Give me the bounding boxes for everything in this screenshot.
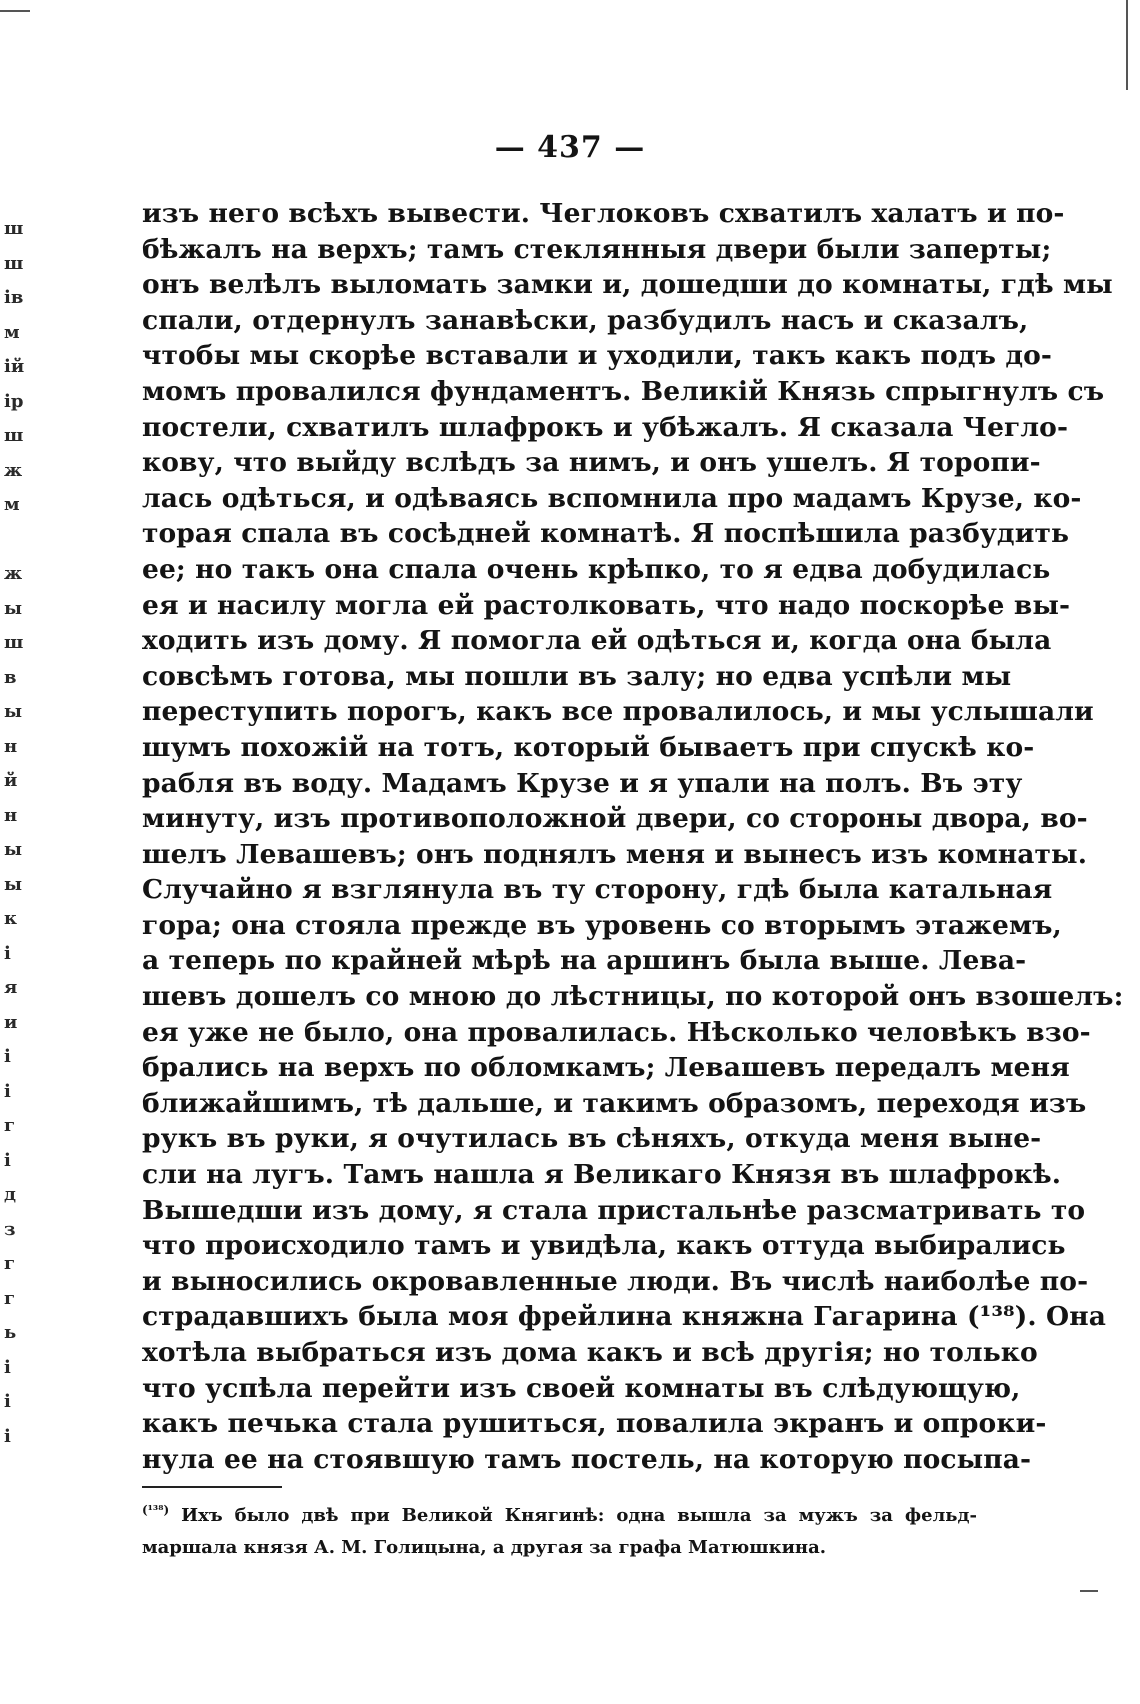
margin-fragment: ш: [4, 218, 24, 239]
margin-fragment: ы: [4, 839, 23, 860]
page-number: — 437 —: [494, 130, 646, 165]
crop-mark-top-left: [0, 10, 30, 12]
margin-fragment: і: [4, 1149, 11, 1171]
margin-fragment: і: [4, 942, 11, 964]
body-line: ея и насилу могла ей растолковать, что надо поскорѣе вы-: [142, 589, 1071, 621]
body-line: переступить порогъ, какъ все провалилось, и мы услышали: [142, 696, 1094, 728]
margin-fragment: ь: [4, 1322, 17, 1343]
body-line: Случайно я взглянула въ ту сторону, гдѣ была катальная: [142, 874, 1053, 906]
body-line: ея уже не было, она провалилась. Нѣсколько человѣкъ взо-: [142, 1016, 1091, 1048]
body-line: минуту, изъ противоположной двери, со стороны двора, во-: [142, 803, 1088, 835]
body-line: гора; она стояла прежде въ уровень со вторымъ этажемъ,: [142, 909, 1062, 941]
body-line: бѣжалъ на верхъ; тамъ стеклянныя двери были заперты;: [142, 233, 1052, 265]
footnote-text-1: Ихъ было двѣ при Великой Княгинѣ: одна вышла за мужъ за фельд-: [181, 1505, 977, 1526]
crop-mark-right-vertical: [1126, 0, 1128, 90]
margin-fragment: м: [4, 321, 20, 343]
body-line: сли на лугъ. Тамъ нашла я Великаго Князя въ шлафрокѣ.: [142, 1159, 1062, 1191]
margin-fragment: г: [4, 1253, 16, 1274]
margin-fragment: і: [4, 1391, 11, 1412]
body-line: хотѣла выбраться изъ дома какъ и всѣ другія; но только: [142, 1337, 1038, 1368]
margin-fragment: і: [4, 1425, 11, 1447]
footnote-line-1: [142, 1500, 977, 1532]
margin-fragment: н: [4, 804, 18, 826]
margin-fragment: н: [4, 735, 18, 757]
body-line: что происходило тамъ и увидѣла, какъ оттуда выбирались: [142, 1230, 1066, 1262]
body-line: постели, схватилъ шлафрокъ и убѣжалъ. Я сказала Чегло-: [142, 411, 1069, 443]
body-line: онъ велѣлъ выломать замки и, дошедши до комнаты, гдѣ мы: [142, 269, 1113, 301]
margin-fragment: ж: [4, 563, 23, 584]
margin-fragment: г: [4, 1287, 16, 1309]
margin-fragment: ж: [4, 459, 23, 481]
body-line: ближайшимъ, тѣ дальше, и такимъ образомъ, переходя изъ: [142, 1087, 1087, 1119]
body-line: спали, отдернулъ занавѣски, разбудилъ насъ и сказалъ,: [142, 304, 1029, 336]
margin-fragment: ш: [4, 632, 24, 653]
margin-fragment: і: [4, 1080, 11, 1102]
margin-fragment: [4, 523, 44, 558]
margin-fragment: я: [4, 977, 18, 998]
margin-fragment: ы: [4, 873, 23, 895]
body-line: торая спала въ сосѣдней комнатѣ. Я поспѣшила разбудить: [142, 518, 1070, 550]
left-margin-bleed-through: [4, 212, 44, 1454]
body-line: лась одѣться, и одѣваясь вспомнила про мадамъ Крузе, ко-: [142, 482, 1082, 514]
body-line: рукъ въ руки, я очутилась въ сѣняхъ, откуда меня выне-: [142, 1123, 1042, 1155]
body-line: ходить изъ дому. Я помогла ей одѣться и, когда она была: [142, 625, 1052, 657]
body-line: шелъ Левашевъ; онъ поднялъ меня и вынесъ изъ комнаты.: [142, 838, 1088, 870]
margin-fragment: д: [4, 1184, 16, 1205]
body-line: совсѣмъ готова, мы пошли въ залу; но едва успѣли мы: [142, 660, 1012, 692]
body-line: и выносились окровавленные люди. Въ числѣ наиболѣе по-: [142, 1265, 1089, 1297]
margin-fragment: ы: [4, 701, 23, 722]
margin-fragment: ір: [4, 390, 24, 412]
margin-fragment: в: [4, 666, 17, 688]
body-line: шевъ дошелъ со мною до лѣстницы, по которой онъ взошелъ:: [142, 981, 1124, 1013]
margin-fragment: м: [4, 494, 20, 515]
body-line: а теперь по крайней мѣрѣ на аршинъ была выше. Лева-: [142, 945, 1027, 977]
margin-fragment: к: [4, 908, 17, 929]
footnote-line-2: маршала князя А. М. Голицына, а другая за графа Матюшкина.: [142, 1537, 827, 1558]
margin-fragment: і: [4, 1356, 11, 1378]
margin-fragment: ш: [4, 252, 24, 274]
body-text: [142, 196, 1124, 1477]
margin-fragment: ш: [4, 425, 24, 446]
body-line: рабля въ воду. Мадамъ Крузе и я упали на полъ. Въ эту: [142, 767, 1023, 799]
footnote-rule: [142, 1486, 282, 1488]
margin-fragment: и: [4, 1011, 18, 1033]
margin-fragment: й: [4, 770, 18, 791]
body-line: какъ печька стала рушиться, повалила экранъ и опроки-: [142, 1408, 1047, 1440]
body-line: изъ него всѣхъ вывести. Чеглоковъ схватилъ халатъ и по-: [142, 198, 1065, 229]
body-line: что успѣла перейти изъ своей комнаты въ слѣдующую,: [142, 1372, 1021, 1404]
body-line: чтобы мы скорѣе вставали и уходили, такъ какъ подъ до-: [142, 340, 1052, 372]
footnote: [142, 1500, 977, 1564]
margin-fragment: з: [4, 1218, 16, 1240]
body-line: момъ провалился фундаментъ. Великій Князь спрыгнулъ съ: [142, 375, 1105, 407]
margin-fragment: ів: [4, 287, 24, 308]
crop-mark-bottom-right: [1080, 1590, 1098, 1592]
footnote-marker: (¹³⁸): [142, 1503, 170, 1517]
body-line: шумъ похожій на тотъ, который бываетъ при спускѣ ко-: [142, 731, 1035, 763]
body-line: Вышедши изъ дому, я стала пристальнѣе разсматривать то: [142, 1194, 1086, 1226]
body-line: кову, что выйду вслѣдъ за нимъ, и онъ ушелъ. Я торопи-: [142, 447, 1041, 479]
margin-fragment: ы: [4, 597, 23, 619]
body-line: брались на верхъ по обломкамъ; Левашевъ передалъ меня: [142, 1052, 1070, 1084]
margin-fragment: г: [4, 1115, 16, 1136]
margin-fragment: ій: [4, 356, 25, 377]
body-line: нула ее на стоявшую тамъ постель, на которую посыпа-: [142, 1443, 1032, 1475]
body-line: страдавшихъ была моя фрейлина княжна Гагарина (¹³⁸). Она: [142, 1301, 1106, 1333]
body-line: ее; но такъ она спала очень крѣпко, то я едва добудилась: [142, 553, 1051, 585]
margin-fragment: і: [4, 1046, 11, 1067]
